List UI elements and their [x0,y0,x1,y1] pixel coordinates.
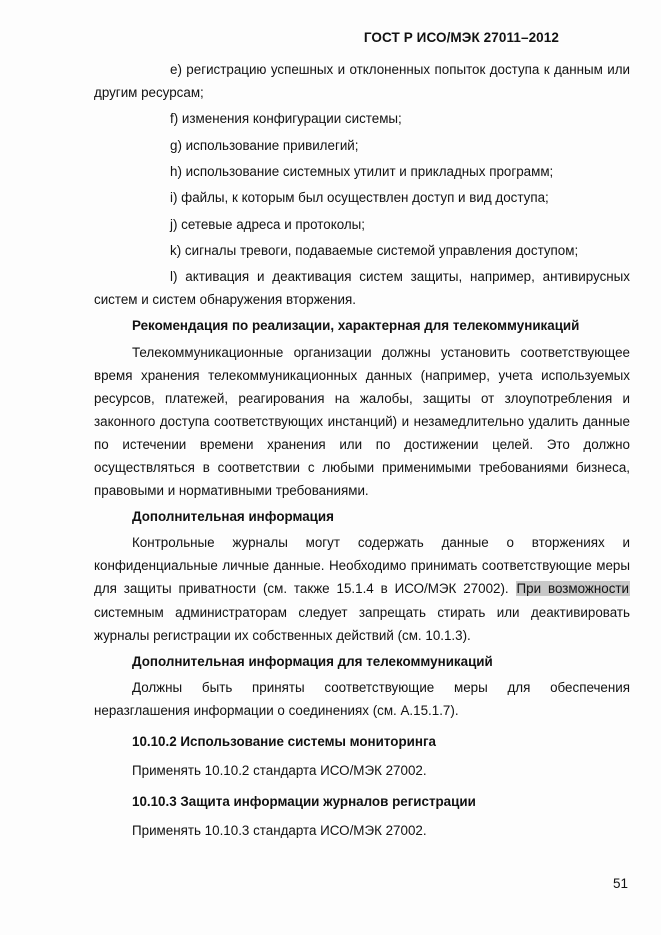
list-item-text: изменения конфигурации системы; [181,111,402,127]
section-10-10-2-heading: 10.10.2 Использование системы мониторинга [132,734,436,750]
list-marker: j) [170,216,178,232]
additional-info-text-end: системным администраторам следует запрещать стирать или деактивировать журналы регистрации их собственных действий (см. 10.1.3). [94,604,630,643]
list-item-h [94,160,630,183]
list-marker: l) [170,269,178,285]
additional-info-telecom-heading: Дополнительная информация для телекоммуникаций [132,653,493,669]
telecom-guidance-heading: Рекомендация по реализации, характерная для телекоммуникаций [132,318,580,334]
list-item-l [94,265,630,311]
list-marker: e) [170,62,182,77]
section-10-10-3-text: Применять 10.10.3 стандарта ИСО/МЭК 27002. [132,823,427,839]
additional-info-text [94,531,630,646]
additional-info-heading: Дополнительная информация [132,509,334,525]
telecom-guidance-text: Телекоммуникационные организации должны установить соответствующее время хранения телекоммуникационных данных (например, учета используемых ресурсов, платежей, реагирования на жалобы, защиты от злоупотребления и законного доступа соответствующих инстанций) и незамедлительно удалить данные по истечении времени хранения или по достижении целей. Это должно осуществляться в соответствии с любыми применимыми требованиями бизнеса, правовыми и нормативными требованиями. [94,344,630,499]
list-item-i [94,186,630,209]
list-item-text: использование привилегий; [185,137,359,153]
list-item-g [94,134,630,157]
list-item-text: сетевые адреса и протоколы; [181,216,366,232]
list-marker: h) [170,163,182,179]
list-item-j [94,213,630,236]
page-number: 51 [612,876,628,891]
list-item-text: сигналы тревоги, подаваемые системой управления доступом; [184,242,579,258]
list-item-text: регистрацию успешных и отклоненных попыток доступа к данным или другим ресурсам; [94,62,630,101]
list-marker: i) [170,190,178,206]
additional-info-telecom-text: Должны быть приняты соответствующие меры для обеспечения неразглашения информации о соединениях (см. А.15.1.7). [94,679,630,718]
additional-info-text-start: Контрольные журналы могут содержать данные о вторжениях и конфиденциальные личные данные. Необходимо принимать соответствующие меры для защиты приватности (см. также 15.1.4 в ИСО/МЭК 27002). [94,535,630,597]
page-header-standard: ГОСТ Р ИСО/МЭК 27011–2012 [363,30,559,45]
list-item-text: использование системных утилит и прикладных программ; [185,163,554,179]
section-10-10-3-heading: 10.10.3 Защита информации журналов регистрации [132,794,476,810]
list-item-text: активация и деактивация систем защиты, например, антивирусных систем и систем обнаружения вторжения. [94,269,630,308]
list-item-f [94,107,630,130]
page-content [94,58,630,845]
list-marker: k) [170,242,182,258]
list-item-k [94,239,630,262]
list-item-e [94,58,630,104]
list-marker: f) [170,111,179,127]
section-10-10-2-text: Применять 10.10.2 стандарта ИСО/МЭК 27002. [132,763,427,779]
highlighted-phrase: При возможности [516,581,629,597]
list-marker: g) [170,137,182,153]
list-item-text: файлы, к которым был осуществлен доступ и вид доступа; [181,190,549,206]
